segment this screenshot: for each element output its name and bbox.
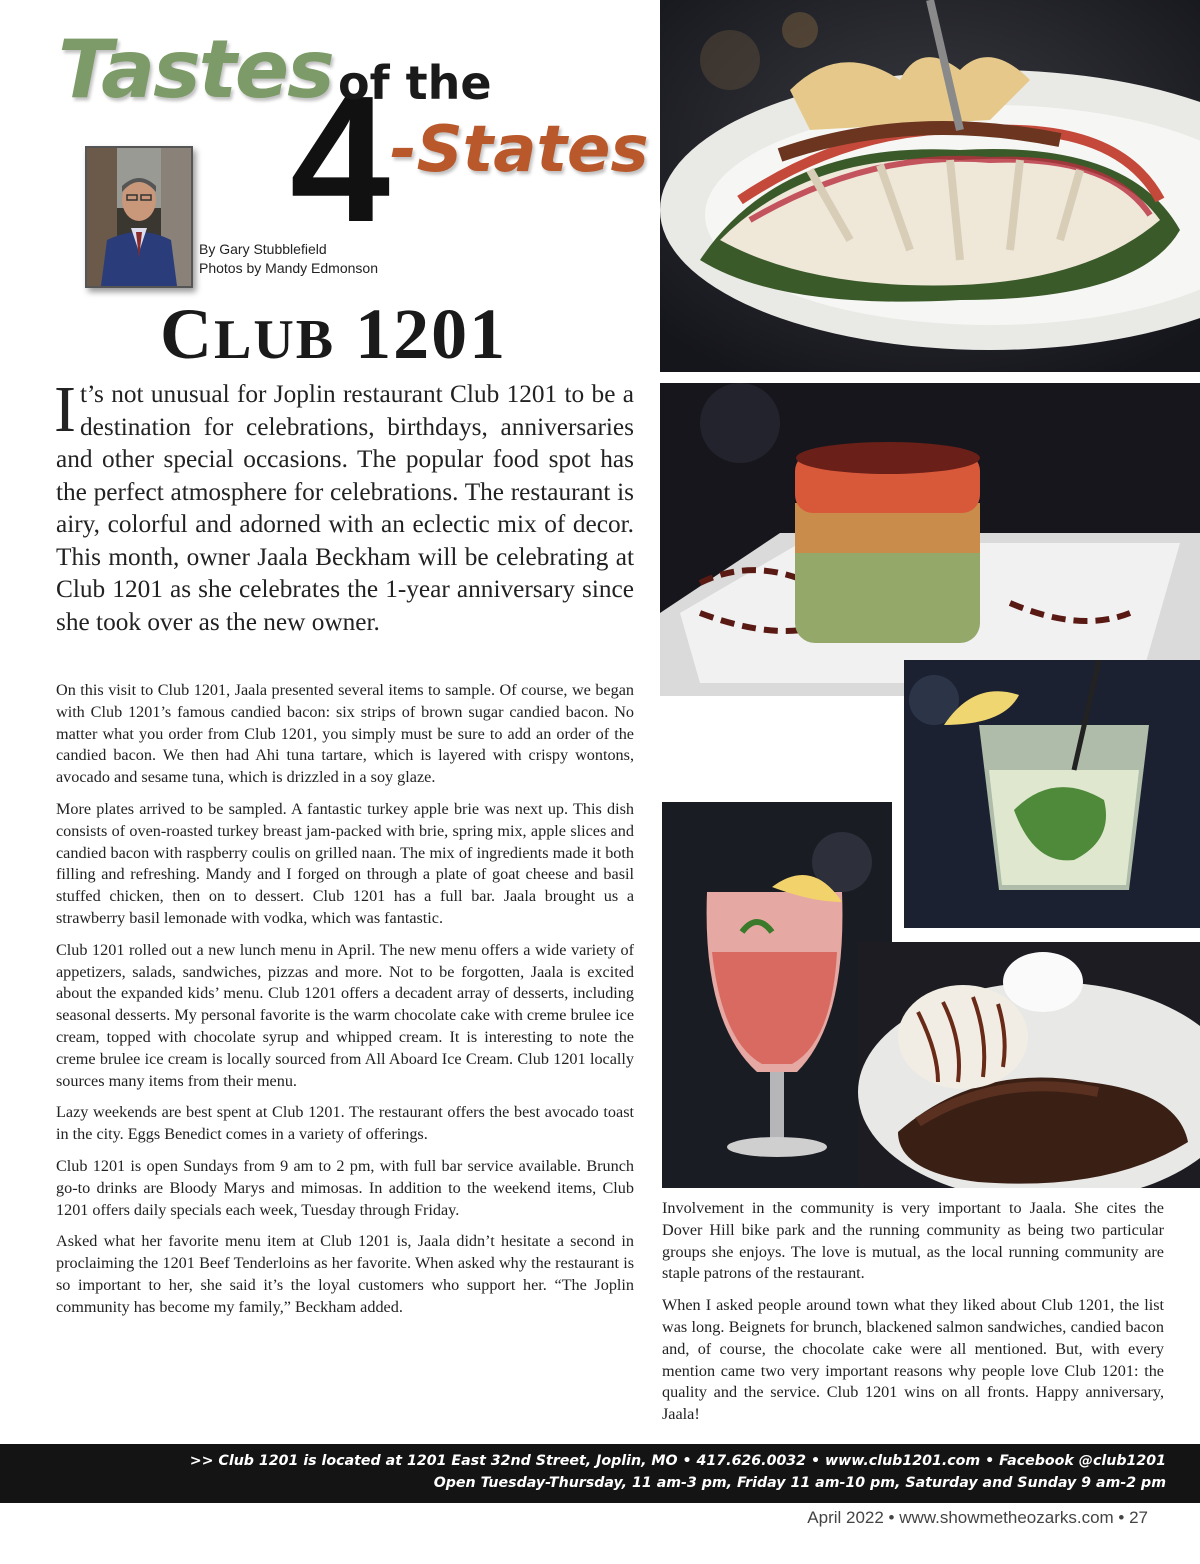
body-paragraph: Asked what her favorite menu item at Club 1201 is, Jaala didn’t hesitate a second in proclaiming the 1201 Beef Tenderloins as her favorite. When asked why the restaurant is so important to her, she said it’s the loyal customers who support her. “The Joplin community has become my family,” Beckham added.: [56, 1232, 634, 1316]
author-photo: [85, 146, 193, 288]
body-column-left: [56, 680, 634, 1329]
lead-paragraph: [54, 373, 634, 638]
title-number: 1201: [355, 294, 508, 374]
masthead-four: 4: [290, 59, 385, 260]
photo-turkey-apple-brie: [660, 0, 1200, 372]
byline-photographer: Photos by Mandy Edmonson: [199, 260, 378, 276]
footer-address-line: >> Club 1201 is located at 1201 East 32nd Street, Joplin, MO • 417.626.0032 • www.club1201.com • Facebook @club1201: [189, 1453, 1166, 1469]
footer-hours-line: Open Tuesday-Thursday, 11 am-3 pm, Friday 11 am-10 pm, Saturday and Sunday 9 am-2 pm: [433, 1475, 1166, 1491]
body-paragraph: Club 1201 is open Sundays from 9 am to 2 pm, with full bar service available. Brunch go-to drinks are Bloody Marys and mimosas. In addition to the weekend items, Club 1201 offers daily specials each week, Tuesday through Friday.: [56, 1156, 634, 1219]
masthead-tastes: Tastes: [58, 23, 333, 116]
body-paragraph: When I asked people around town what they liked about Club 1201, the list was long. Beignets for brunch, blackened salmon sandwiches, candied bacon and, of course, the chocolate cake were all mentioned. But, with every mention came two very important reasons why people love Club 1201: the quality and the service. Club 1201 wins on all fronts. Happy anniversary, Jaala!: [662, 1296, 1164, 1424]
byline: [199, 240, 378, 278]
byline-author: By Gary Stubblefield: [199, 241, 327, 257]
lead-text: t’s not unusual for Joplin restaurant Club 1201 to be a destination for celebrations, birthdays, anniversaries and other special occasions. The popular food spot has the perfect atmosphere for celebrations. The restaurant is airy, colorful and adorned with an eclectic mix of decor. This month, owner Jaala Beckham will be celebrating at Club 1201 as she celebrates the 1-year anniversary since she took over as the new owner.: [56, 380, 634, 636]
page-folio: April 2022 • www.showmetheozarks.com • 27: [807, 1508, 1148, 1527]
photo-ahi-tuna-tartare: [660, 383, 1200, 696]
article-title: [160, 294, 508, 374]
body-column-right: [662, 1198, 1164, 1436]
drop-cap: I: [54, 373, 76, 446]
footer-bar: [0, 1444, 1200, 1503]
masthead-of-the: of the: [338, 56, 492, 110]
photo-chocolate-cake: [858, 942, 1200, 1188]
masthead-states: -States: [390, 113, 649, 187]
body-paragraph: More plates arrived to be sampled. A fantastic turkey apple brie was next up. This dish consists of oven-roasted turkey breast jam-packed with brie, spring mix, apple slices and candied bacon with raspberry coulis on grilled naan. The mix of ingredients made it both filling and refreshing. Mandy and I forged on through a plate of goat cheese and basil stuffed chicken, then on to dessert. Club 1201 has a full bar. Jaala brought us a strawberry basil lemonade with vodka, which was fantastic.: [56, 799, 634, 927]
photo-mojito: [904, 660, 1200, 928]
body-paragraph: Club 1201 rolled out a new lunch menu in April. The new menu offers a wide variety of appetizers, salads, sandwiches, pizzas and more. Not to be forgotten, Jaala is excited about the expanded kids’ menu. Club 1201 offers a decadent array of desserts, including seasonal desserts. My personal favorite is the warm chocolate cake with creme brulee ice cream, topped with chocolate syrup and whipped cream. It is interesting to note the creme brulee ice cream is locally sourced from All Aboard Ice Cream. Club 1201 locally sources many items from their menu.: [56, 940, 634, 1090]
title-first-letter: C: [160, 294, 214, 374]
body-paragraph: Involvement in the community is very important to Jaala. She cites the Dover Hill bike park and the running community as being two particular groups she enjoys. The love is mutual, as the local running community are staple patrons of the restaurant.: [662, 1199, 1164, 1283]
title-rest: LUB: [214, 309, 336, 371]
body-paragraph: Lazy weekends are best spent at Club 1201. The restaurant offers the best avocado toast in the city. Eggs Benedict comes in a variety of offerings.: [56, 1103, 634, 1144]
body-paragraph: On this visit to Club 1201, Jaala presented several items to sample. Of course, we began with Club 1201’s famous candied bacon: six strips of brown sugar candied bacon. No matter what you order from Club 1201, you simply must be sure to add an order of the candied bacon. We then had Ahi tuna tartare, which is layered with crispy wontons, avocado and sesame tuna, which is drizzled in a soy glaze.: [56, 681, 634, 787]
